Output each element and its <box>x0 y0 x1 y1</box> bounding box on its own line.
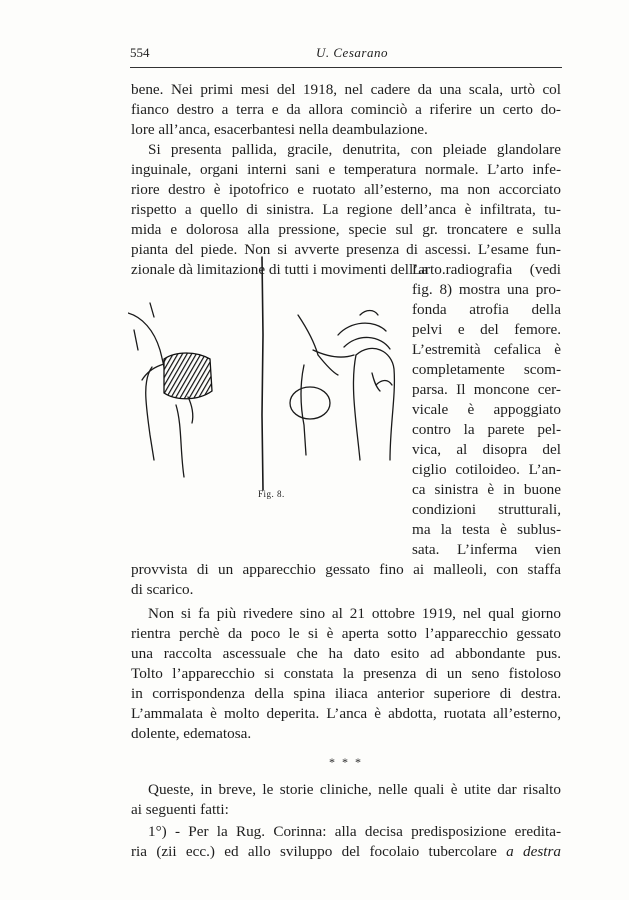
text-line: ai seguenti fatti: <box>131 801 229 818</box>
text-line: rispetto a quello di sinistra. La regione dell’anca è infiltrata, tu- <box>131 201 561 218</box>
running-head: U. Cesarano <box>316 45 388 60</box>
side-text-line: fonda atrofia della <box>412 301 561 318</box>
text-line: pianta del piede. Non si avverte presenza di ascessi. L’esame fun- <box>131 241 561 258</box>
text-line: bene. Nei primi mesi del 1918, nel cadere da una scala, urtò col <box>131 81 561 98</box>
side-text-line: condizioni strutturali, <box>412 501 561 518</box>
text-line: rientra perchè da poco le si è aperta sotto l’apparecchio gessato <box>131 625 561 642</box>
side-text-line: ciglio cotiloideo. L’an- <box>412 461 561 478</box>
text-line: in corrispondenza della spina iliaca anterior superiore di destra. <box>131 685 561 702</box>
text-line: dolente, edematosa. <box>131 725 252 742</box>
section-separator: * * * <box>329 755 363 769</box>
side-text-line: vicale è appoggiato <box>412 401 561 418</box>
side-text-line: pelvi e del femore. <box>412 321 561 338</box>
side-text-line: sata. L’inferma vien <box>412 541 561 558</box>
figure-caption: Fig. 8. <box>258 489 285 499</box>
text-line: una raccolta ascessuale che ha dato esito ad abbondante pus. <box>131 645 561 662</box>
text-line: fianco destro a terra e da allora cominciò a riferire un certo do- <box>131 101 561 118</box>
text-line: 1°) - Per la Rug. Corinna: alla decisa predisposizione eredita- <box>148 823 561 840</box>
text-line: L’ammalata è molto deperita. L’anca è abdotta, ruotata all’esterno, <box>131 705 561 722</box>
radiograph-drawing <box>128 255 410 505</box>
text-line: Non si fa più rivedere sino al 21 ottobre 1919, nel qual giorno <box>148 605 561 622</box>
text-line: mida e dolorosa alla pressione, specie sul gr. troncatere e sulla <box>131 221 561 238</box>
text-plain: ria (zii ecc.) ed allo sviluppo del focolaio tubercolare <box>131 843 507 860</box>
side-text-line: contro la parete pel- <box>412 421 561 438</box>
text-line: riore destro è ipotofrico e ruotato all’esterno, ma non accorciato <box>131 181 561 198</box>
side-text-line: fig. 8) mostra una pro- <box>412 281 561 298</box>
text-line: lore all’anca, esacerbantesi nella deambulazione. <box>131 121 428 138</box>
side-text-line: La radiografia (vedi <box>412 261 561 278</box>
text-italic: a destra <box>506 843 561 860</box>
text-line: di scarico. <box>131 581 194 598</box>
side-text-line: L’estremità cefalica è <box>412 341 561 358</box>
text-line: Si presenta pallida, gracile, denutrita, con pleiade glandolare <box>148 141 561 158</box>
text-line: provvista di un apparecchio gessato fino ai malleoli, con staffa <box>131 561 561 578</box>
side-text-line: vica, al disopra del <box>412 441 561 458</box>
text-line: Tolto l’apparecchio si constata la presenza di un seno fistoloso <box>131 665 561 682</box>
text-line <box>131 842 561 862</box>
side-text-line: ma la testa è sublus- <box>412 521 561 538</box>
side-text-line: parsa. Il moncone cer- <box>412 381 561 398</box>
text-line: inguinale, organi interni sani e temperatura normale. L’arto infe- <box>131 161 561 178</box>
page-header <box>130 45 560 65</box>
side-text-line: ca sinistra è in buone <box>412 481 561 498</box>
page-number: 554 <box>130 45 150 60</box>
side-text-line: completamente scom- <box>412 361 561 378</box>
text-line: zionale dà limitazione di tutti i movimenti dell’arto. <box>131 261 446 278</box>
radiograph-figure <box>128 255 410 505</box>
text-line: Queste, in breve, le storie cliniche, nelle quali è utite dar risalto <box>148 781 561 798</box>
header-rule <box>130 67 562 68</box>
